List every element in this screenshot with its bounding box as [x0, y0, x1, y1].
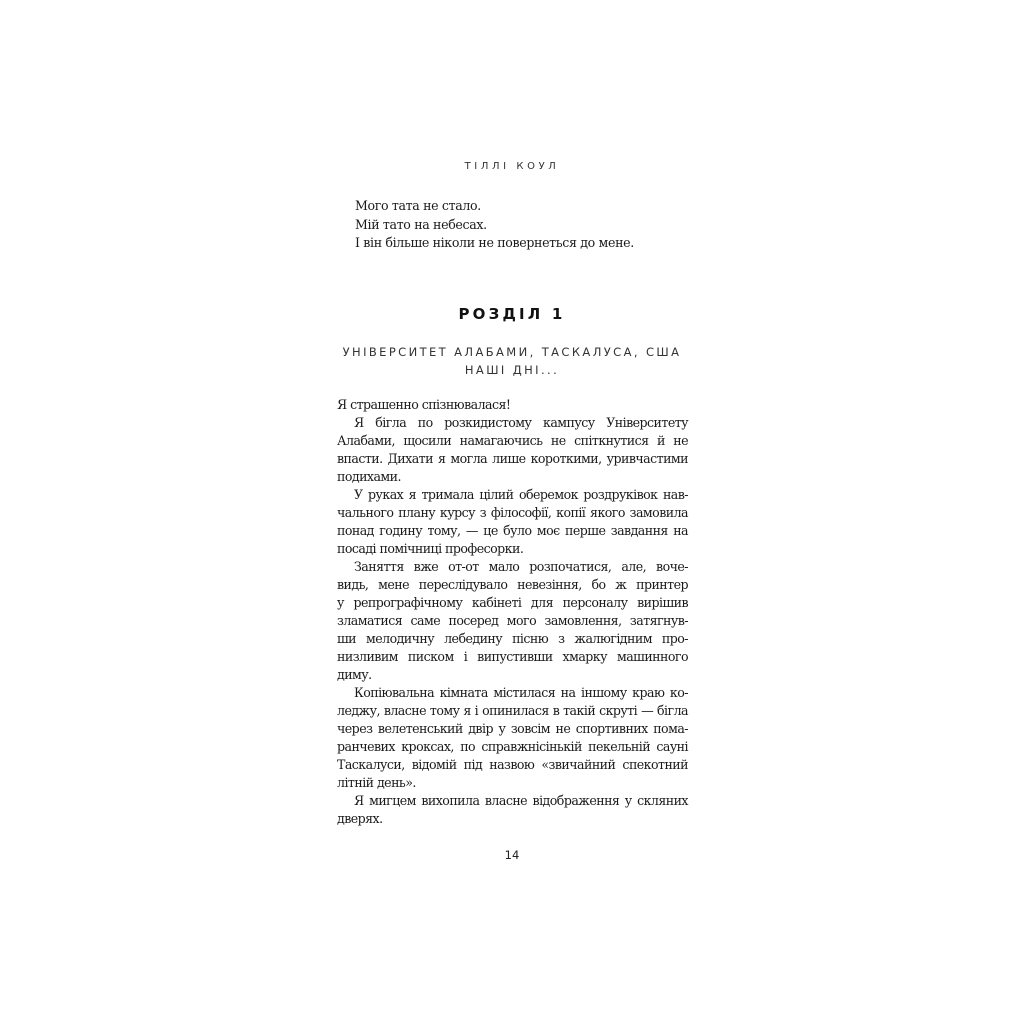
text-line: ранчевих кроксах, по справжнісінькій пекельній сауні — [337, 739, 688, 754]
text-line: низливим писком і випустивши хмарку машинного — [337, 649, 688, 664]
text-line: Копіювальна кімната містилася на іншому краю ко- — [354, 685, 688, 700]
chapter-subtitle-time: НАШІ ДНІ... — [464, 363, 560, 377]
page-number: 14 — [504, 848, 520, 862]
text-line: посаді помічниці професорки. — [337, 541, 524, 556]
epigraph — [355, 197, 695, 253]
text-line: подихами. — [337, 469, 401, 484]
body-text — [337, 396, 688, 828]
text-line: впасти. Дихати я могла лише короткими, уривчастими — [337, 451, 688, 466]
text-line: через велетенський двір у зовсім не спортивних пома- — [337, 721, 688, 736]
text-line: Заняття вже от-от мало розпочатися, але, воче- — [354, 559, 688, 574]
text-line: ши мелодичну лебедину пісню з жалюгідним про- — [337, 631, 688, 646]
text-line: Я страшенно спізнювалася! — [337, 397, 511, 412]
text-line: зламатися саме посеред мого замовлення, затягнув- — [337, 613, 688, 628]
text-line: У руках я тримала цілий оберемок роздруківок нав- — [354, 487, 688, 502]
text-line: леджу, власне тому я і опинилася в такій скруті — бігла — [337, 703, 688, 718]
text-line: дверях. — [337, 811, 383, 826]
epigraph-line: Мого тата не стало. — [355, 198, 481, 213]
text-line: Я бігла по розкидистому кампусу Університету — [354, 415, 688, 430]
text-line: диму. — [337, 667, 372, 682]
text-line: чального плану курсу з філософії, копії якого замовила — [337, 505, 688, 520]
epigraph-line: І він більше ніколи не повернеться до мене. — [355, 235, 634, 250]
text-line: літній день». — [337, 775, 416, 790]
text-line: Таскалуси, відомій під назвою «звичайний спекотний — [337, 757, 688, 772]
text-line: понад годину тому, — це було моє перше завдання на — [337, 523, 688, 538]
text-line: Алабами, щосили намагаючись не спіткнутися й не — [337, 433, 688, 448]
running-head-author: ТІЛЛІ КОУЛ — [464, 161, 560, 172]
chapter-title: РОЗДІЛ 1 — [458, 305, 566, 323]
text-line: видь, мене переслідувало невезіння, бо ж принтер — [337, 577, 688, 592]
text-line: у репрографічному кабінеті для персоналу вирішив — [337, 595, 688, 610]
text-line: Я мигцем вихопила власне відображення у скляних — [354, 793, 688, 808]
epigraph-line: Мій тато на небесах. — [355, 216, 487, 232]
chapter-subtitle — [0, 343, 1024, 379]
chapter-subtitle-place: УНІВЕРСИТЕТ АЛАБАМИ, ТАСКАЛУСА, США — [342, 345, 682, 359]
